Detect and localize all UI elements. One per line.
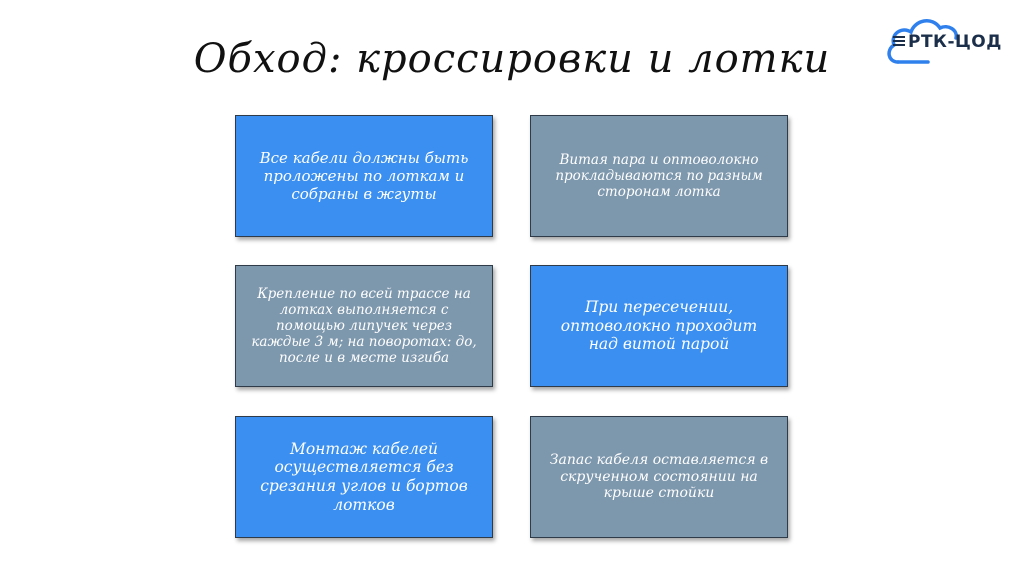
info-box-mounting (235, 416, 493, 538)
logo-bars-icon (893, 36, 905, 48)
company-logo (884, 12, 1016, 68)
info-box-fastening (235, 265, 493, 387)
info-box-text: Все кабели должны быть проложены по лоткам и собраны в жгуты (259, 149, 469, 203)
info-box-text: При пересечении, оптоволокно проходит над витой парой (560, 298, 758, 354)
info-box-cables-trays (235, 115, 493, 237)
info-box-text: Монтаж кабелей осуществляется без срезания углов и бортов лотков (260, 439, 468, 514)
info-box-crossing (530, 265, 788, 387)
info-box-text: Крепление по всей трассе на лотках выполняется с помощью липучек через каждые 3 м; на поворотах: до, после и в месте изгиба (251, 285, 477, 367)
info-box-text: Запас кабеля оставляется в скрученном состоянии на крыше стойки (549, 451, 769, 502)
info-box-text: Витая пара и оптоволокно прокладываются по разным сторонам лотка (555, 151, 763, 201)
slide-title: Обход: кроссировки и лотки (193, 36, 831, 82)
info-box-twisted-pair-fiber (530, 115, 788, 237)
logo-text: РТК-ЦОД (908, 32, 1002, 52)
info-box-cable-reserve (530, 416, 788, 538)
